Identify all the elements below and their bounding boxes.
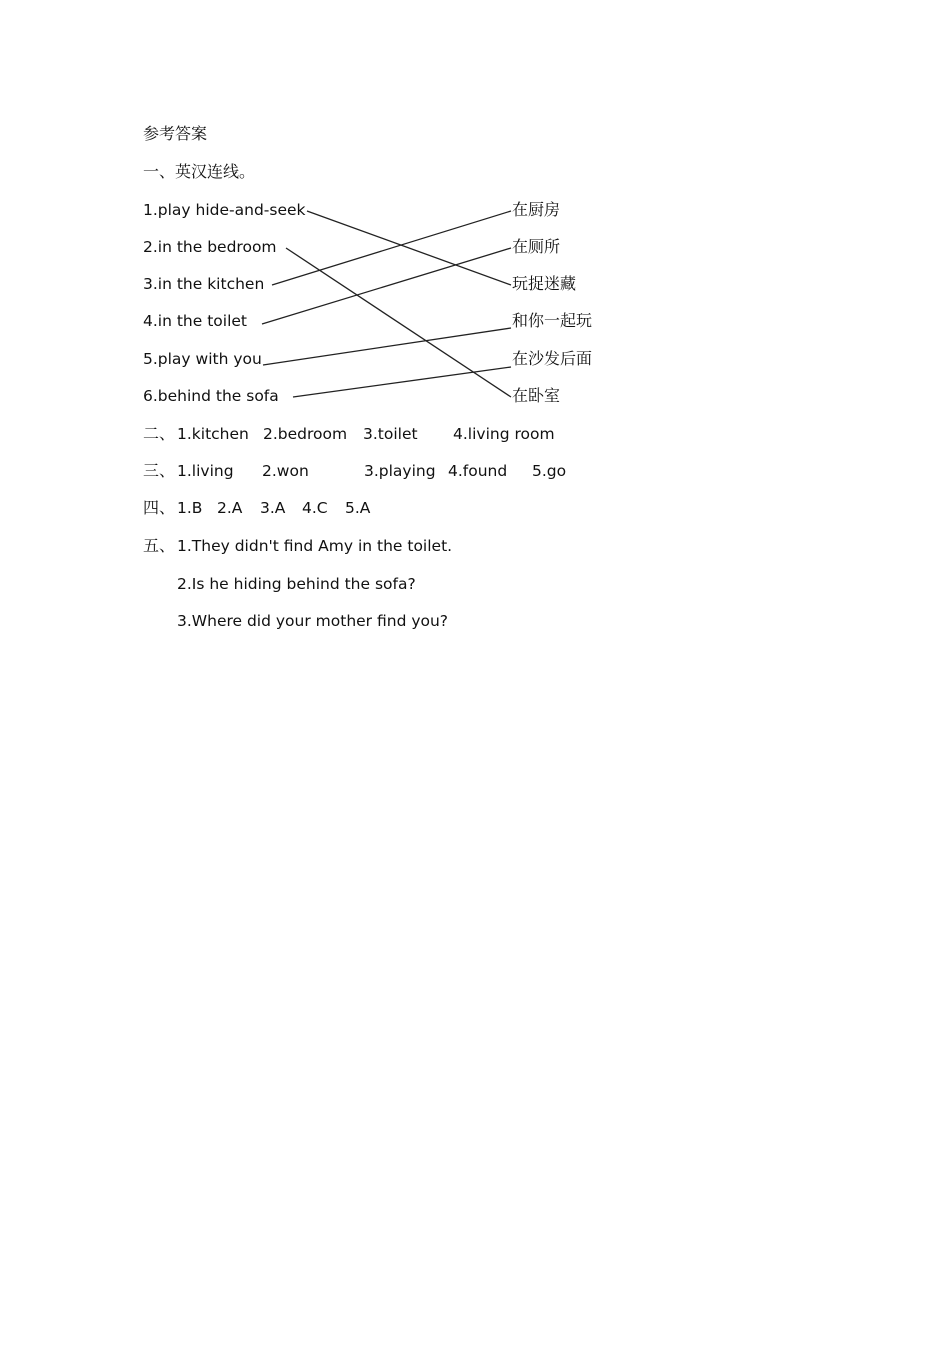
match-line-1: [307, 211, 511, 285]
section2-answer-2: 2.bedroom: [263, 425, 348, 443]
left-item-6: 6.behind the sofa: [143, 387, 279, 405]
section3-answer-1: 1.living: [177, 462, 234, 480]
match-line-4: [262, 248, 511, 324]
right-item-2: 在厕所: [512, 237, 561, 256]
right-item-1: 在厨房: [512, 200, 561, 219]
section4-answer-5: 5.A: [345, 499, 371, 517]
right-item-3: 玩捉迷藏: [512, 274, 577, 293]
section3-prefix: 三、: [143, 461, 176, 480]
section3-answer-4: 4.found: [448, 462, 508, 480]
match-line-5: [263, 328, 511, 365]
section5-prefix: 五、: [143, 536, 176, 555]
section4-answer-4: 4.C: [302, 499, 328, 517]
left-item-2: 2.in the bedroom: [143, 238, 277, 256]
section4-answer-1: 1.B: [177, 499, 203, 517]
left-item-4: 4.in the toilet: [143, 312, 247, 330]
match-line-6: [293, 367, 511, 397]
section5-answer-1: 1.They didn't find Amy in the toilet.: [177, 537, 453, 555]
section4-answer-2: 2.A: [217, 499, 243, 517]
left-item-1: 1.play hide-and-seek: [143, 201, 306, 219]
left-item-5: 5.play with you: [143, 350, 262, 368]
section1-title: 一、英汉连线。: [143, 162, 256, 181]
left-item-3: 3.in the kitchen: [143, 275, 265, 293]
section2-answer-1: 1.kitchen: [177, 425, 249, 443]
section2-answer-3: 3.toilet: [363, 425, 418, 443]
section3-answer-2: 2.won: [262, 462, 309, 480]
section3-answer-5: 5.go: [532, 462, 567, 480]
section2-prefix: 二、: [143, 424, 176, 443]
right-item-4: 和你一起玩: [512, 311, 593, 330]
match-line-3: [272, 211, 511, 285]
right-item-5: 在沙发后面: [512, 349, 593, 368]
section4-prefix: 四、: [143, 498, 176, 517]
section2-answer-4: 4.living room: [453, 425, 555, 443]
right-item-6: 在卧室: [512, 386, 561, 405]
section3-answer-3: 3.playing: [364, 462, 436, 480]
heading: 参考答案: [143, 124, 208, 143]
section5-answer-3: 3.Where did your mother find you?: [177, 612, 449, 630]
section5-answer-2: 2.Is he hiding behind the sofa?: [177, 575, 416, 593]
section4-answer-3: 3.A: [260, 499, 286, 517]
